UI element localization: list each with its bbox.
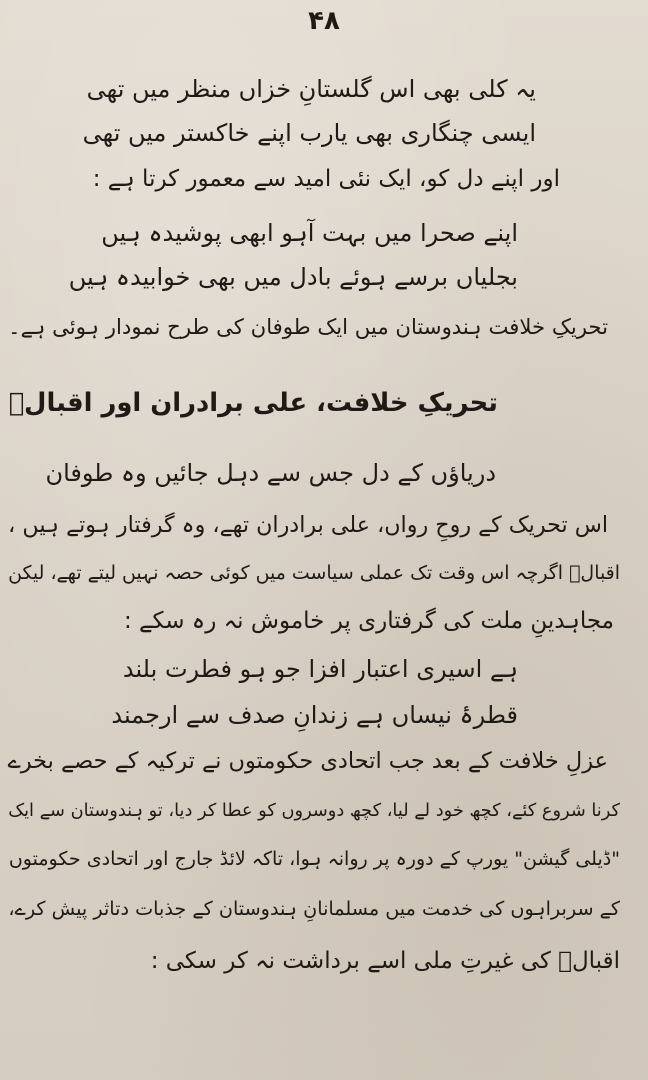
prose-line: کرنا شروع کئے، کچھ خود لے لیا، کچھ دوسروں کو عطا کر دیا، تو ہندوستان سے ایک	[8, 801, 620, 821]
verse-line: ایسی چنگاری بھی یارب اپنے خاکستر میں تھی	[82, 119, 536, 147]
prose-line: اور اپنے دل کو، ایک نئی امید سے معمور کرتا ہے :	[92, 166, 560, 192]
prose-line: عزلِ خلافت کے بعد جب اتحادی حکومتوں نے ترکیہ کے حصے بخرے	[7, 748, 608, 774]
prose-line: کے سربراہوں کی خدمت میں مسلمانانِ ہندوستان کے جذبات دتاثر پیش کرے،	[8, 897, 620, 920]
verse-line: قطرۂ نیساں ہے زندانِ صدف سے ارجمند	[111, 701, 518, 729]
verse-line: ہے اسیری اعتبار افزا جو ہو فطرت بلند	[122, 655, 518, 683]
prose-line: اقبالؔ اگرچہ اس وقت تک عملی سیاست میں کوئی حصہ نہیں لیتے تھے، لیکن	[8, 562, 620, 584]
prose-line: اقبالؔ کی غیرتِ ملی اسے برداشت نہ کر سکی :	[150, 948, 620, 974]
prose-line: تحریکِ خلافت ہندوستان میں ایک طوفان کی طرح نمودار ہوئی ہے۔	[8, 314, 608, 339]
verse-line: دریاؤں کے دل جس سے دہل جائیں وہ طوفان	[45, 459, 496, 487]
verse-line: اپنے صحرا میں بہت آہو ابھی پوشیدہ ہیں	[101, 219, 518, 247]
page-number: ۴۸	[308, 6, 340, 36]
section-heading: تحریکِ خلافت، علی برادران اور اقبالؔ	[8, 388, 498, 418]
verse-line: بجلیاں برسے ہوئے بادل میں بھی خوابیدہ ہیں	[68, 263, 518, 291]
verse-line: یہ کلی بھی اس گلستانِ خزاں منظر میں تھی	[86, 75, 536, 103]
prose-line: "ڈیلی گیشن" یورپ کے دورہ پر روانہ ہوا، تاکہ لائڈ جارج اور اتحادی حکومتوں	[8, 848, 620, 870]
prose-line: اس تحریک کے روحِ رواں، علی برادران تھے، وہ گرفتار ہوتے ہیں ،	[8, 512, 608, 538]
prose-line: مجاہدینِ ملت کی گرفتاری پر خاموش نہ رہ سکے :	[123, 608, 614, 634]
